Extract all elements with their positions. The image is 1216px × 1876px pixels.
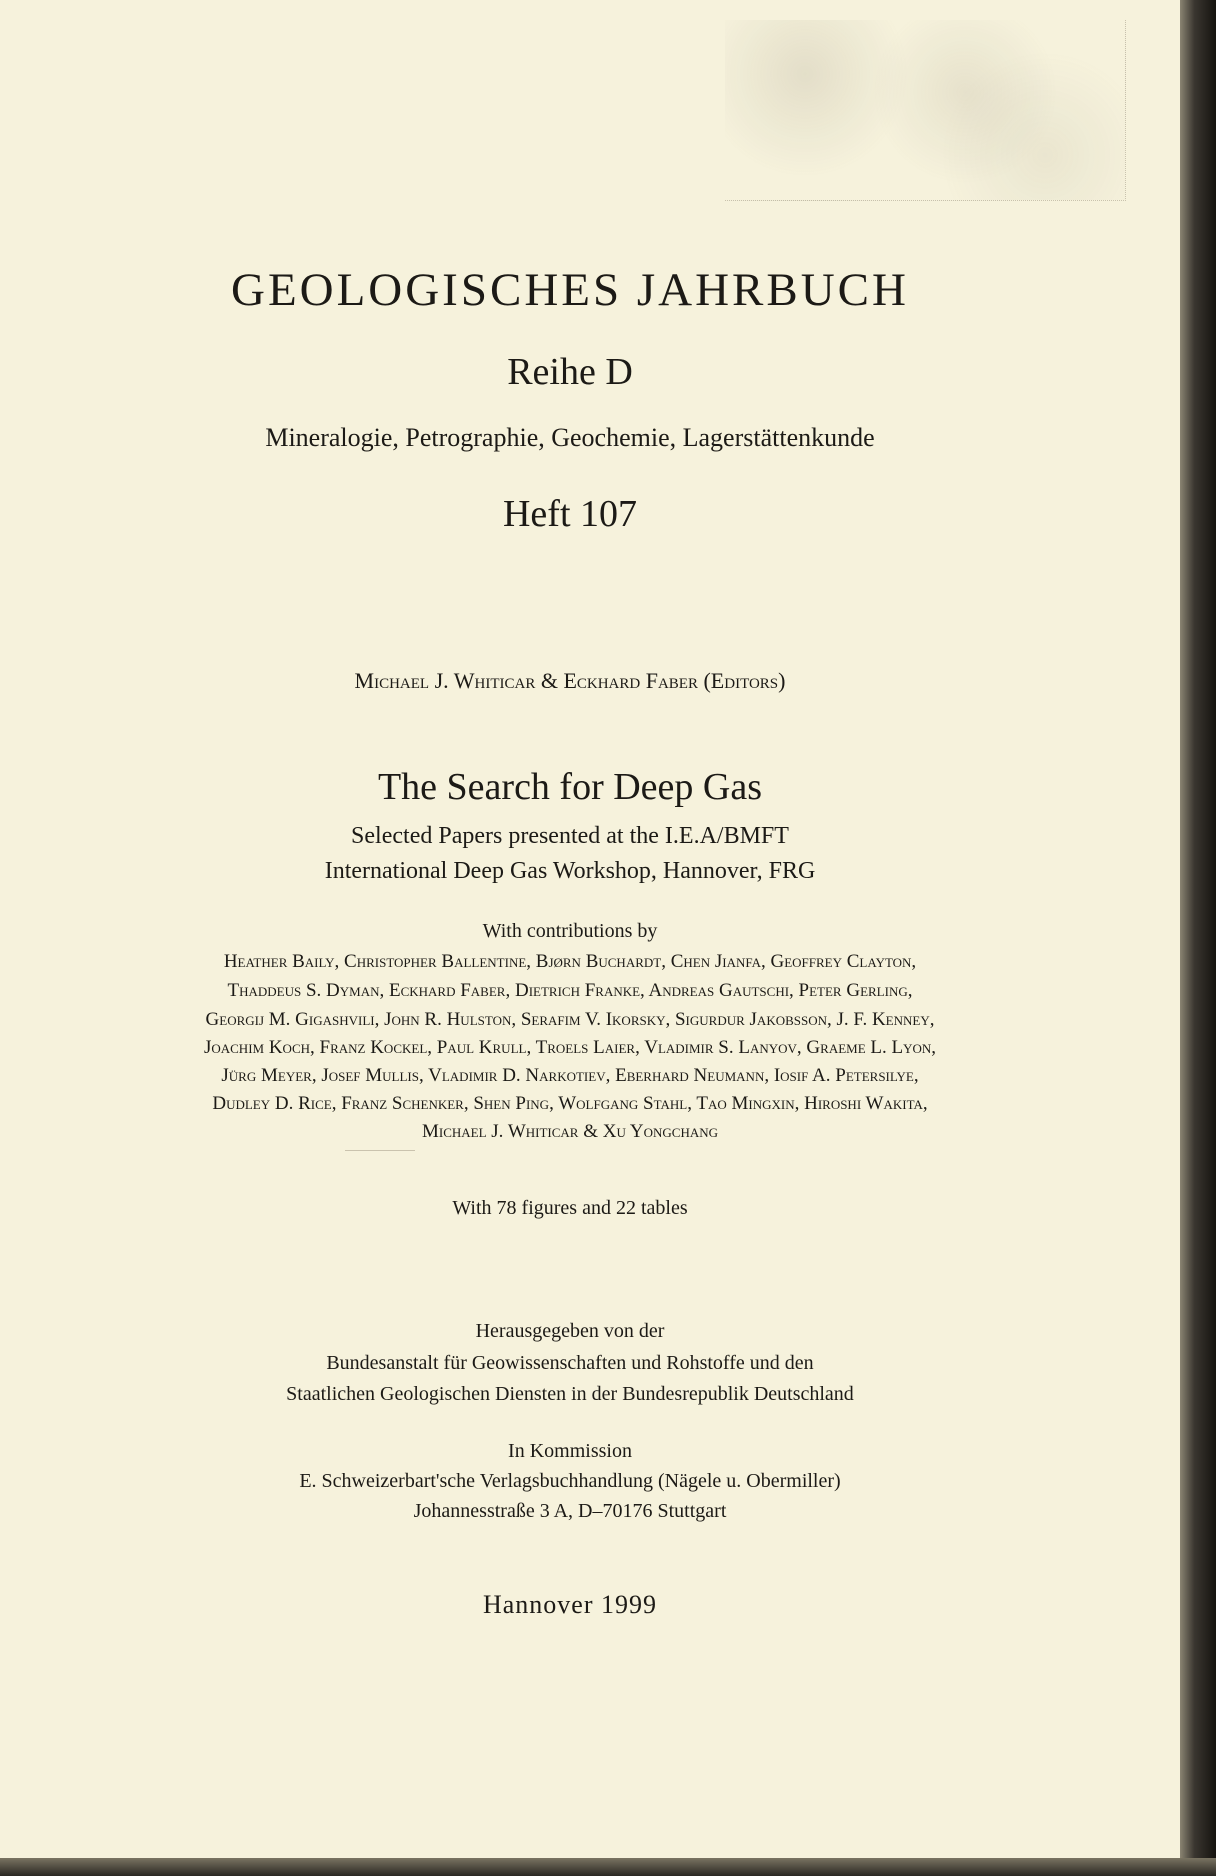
editors-line: Michael J. Whiticar & Eckhard Faber (Editors) [354,668,786,693]
pencil-mark [345,1150,415,1151]
contributors-line: Joachim Koch, Franz Kockel, Paul Krull, Troels Laier, Vladimir S. Lanyov, Graeme L. Lyon, [203,1037,937,1058]
faded-library-stamp [725,20,1126,201]
figures-tables-note: With 78 figures and 22 tables [452,1197,688,1219]
issue-number: Heft 107 [502,493,638,535]
series-subjects: Mineralogie, Petrographie, Geochemie, Lagerstättenkunde [265,423,875,452]
place-and-year: Hannover 1999 [482,1590,657,1619]
series-name: GEOLOGISCHES JAHRBUCH [231,264,909,316]
contributors-line: Michael J. Whiticar & Xu Yongchang [421,1121,719,1142]
contributors-line: Dudley D. Rice, Franz Schenker, Shen Ping, Wolfgang Stahl, Tao Mingxin, Hiroshi Wakita, [212,1093,928,1114]
publisher-line: Staatlichen Geologischen Diensten in der Bundesrepublik Deutschland [286,1383,854,1405]
commission-line: Johannesstraße 3 A, D–70176 Stuttgart [413,1500,727,1522]
publisher-line: Herausgegeben von der [475,1320,665,1342]
series-reihe: Reihe D [507,351,633,393]
contributors-line: Jürg Meyer, Josef Mullis, Vladimir D. Narkotiev, Eberhard Neumann, Iosif A. Petersilye, [221,1065,919,1086]
contributors-line: Heather Baily, Christopher Ballentine, Bjørn Buchardt, Chen Jianfa, Geoffrey Clayton, [223,951,917,972]
book-title: The Search for Deep Gas [377,766,763,808]
commission-line: In Kommission [508,1440,632,1462]
subtitle-line-2: International Deep Gas Workshop, Hannover, FRG [324,858,816,884]
scan-edge-right [1180,0,1216,1876]
contributions-intro: With contributions by [482,920,658,942]
commission-line: E. Schweizerbart'sche Verlagsbuchhandlung (Nägele u. Obermiller) [299,1470,841,1492]
publisher-line: Bundesanstalt für Geowissenschaften und Rohstoffe und den [326,1352,814,1374]
contributors-line: Georgij M. Gigashvili, John R. Hulston, Serafim V. Ikorsky, Sigurdur Jakobsson, J. F. Kenney, [205,1009,935,1030]
subtitle-line-1: Selected Papers presented at the I.E.A/BMFT [351,823,789,849]
scan-edge-bottom [0,1858,1216,1876]
contributors-line: Thaddeus S. Dyman, Eckhard Faber, Dietrich Franke, Andreas Gautschi, Peter Gerling, [227,980,913,1001]
